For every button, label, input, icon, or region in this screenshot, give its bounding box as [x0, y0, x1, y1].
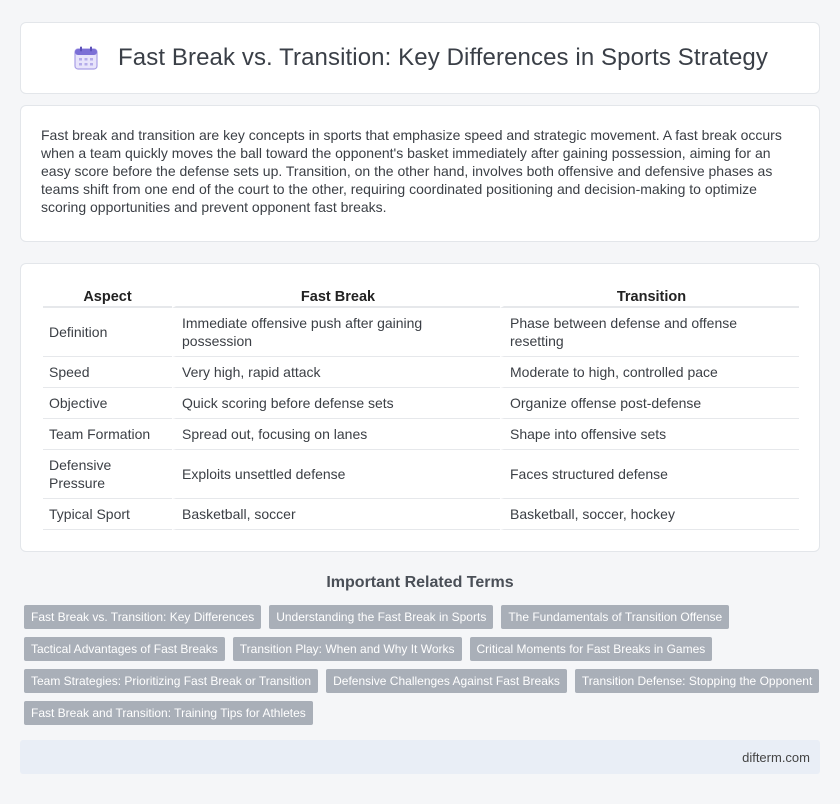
- related-term-link[interactable]: Defensive Challenges Against Fast Breaks: [326, 669, 567, 693]
- related-term-link[interactable]: Fast Break vs. Transition: Key Differences: [24, 605, 261, 629]
- table-row: [43, 419, 799, 450]
- table-row: [43, 450, 799, 499]
- table-cell: Moderate to high, controlled pace: [500, 357, 799, 388]
- tag-row: [24, 669, 824, 693]
- table-cell: Objective: [43, 388, 172, 419]
- tag-row: [24, 605, 824, 629]
- table-cell: Typical Sport: [43, 499, 172, 530]
- related-term-link[interactable]: Tactical Advantages of Fast Breaks: [24, 637, 225, 661]
- table-row: [43, 499, 799, 530]
- table-cell: Basketball, soccer, hockey: [500, 499, 799, 530]
- table-cell: Team Formation: [43, 419, 172, 450]
- header: [72, 44, 768, 72]
- table-cell: Phase between defense and offense resetting: [500, 308, 799, 357]
- table-row: [43, 388, 799, 419]
- intro-paragraph: Fast break and transition are key concepts in sports that emphasize speed and strategic movement. A fast break occurs when a team quickly moves the ball toward the opponent's basket immediately after gaining possession, aiming for an easy score before the defense sets up. Transition, on the other hand, involves both offensive and defensive phases as teams shift from one end of the court to the other, requiring coordinated positioning and decision-making to optimize scoring opportunities and prevent opponent fast breaks.: [41, 127, 782, 215]
- table-cell: Definition: [43, 308, 172, 357]
- calendar-icon: [72, 44, 100, 72]
- table-cell: Organize offense post-defense: [500, 388, 799, 419]
- table-cell: Basketball, soccer: [172, 499, 500, 530]
- page-title: Fast Break vs. Transition: Key Differences in Sports Strategy: [118, 44, 768, 71]
- tag-row: [24, 637, 824, 661]
- table-cell: Shape into offensive sets: [500, 419, 799, 450]
- related-term-link[interactable]: The Fundamentals of Transition Offense: [501, 605, 729, 629]
- header-card: [20, 22, 820, 94]
- related-term-link[interactable]: Understanding the Fast Break in Sports: [269, 605, 493, 629]
- comparison-table: [43, 284, 799, 530]
- table-header-row: [43, 284, 799, 308]
- related-term-link[interactable]: Fast Break and Transition: Training Tips for Athletes: [24, 701, 313, 725]
- footer: [20, 740, 820, 774]
- comparison-table-card: [20, 263, 820, 552]
- table-cell: Speed: [43, 357, 172, 388]
- table-cell: Defensive Pressure: [43, 450, 172, 499]
- header-aspect: Aspect: [43, 284, 172, 308]
- table-cell: Very high, rapid attack: [172, 357, 500, 388]
- related-term-link[interactable]: Critical Moments for Fast Breaks in Games: [470, 637, 713, 661]
- table-cell: Exploits unsettled defense: [172, 450, 500, 499]
- footer-site-link[interactable]: difterm.com: [742, 749, 810, 765]
- related-terms-title: Important Related Terms: [326, 574, 514, 591]
- header-transition: Transition: [500, 284, 799, 308]
- table-cell: Immediate offensive push after gaining possession: [172, 308, 500, 357]
- table-row: [43, 357, 799, 388]
- intro-card: [20, 105, 820, 242]
- table-cell: Faces structured defense: [500, 450, 799, 499]
- header-fast-break: Fast Break: [172, 284, 500, 308]
- related-term-link[interactable]: Team Strategies: Prioritizing Fast Break or Transition: [24, 669, 318, 693]
- related-term-link[interactable]: Transition Defense: Stopping the Opponent: [575, 669, 819, 693]
- table-cell: Spread out, focusing on lanes: [172, 419, 500, 450]
- tag-row: [24, 701, 824, 725]
- table-cell: Quick scoring before defense sets: [172, 388, 500, 419]
- related-term-link[interactable]: Transition Play: When and Why It Works: [233, 637, 462, 661]
- related-terms-list: [24, 605, 824, 733]
- table-row: [43, 308, 799, 357]
